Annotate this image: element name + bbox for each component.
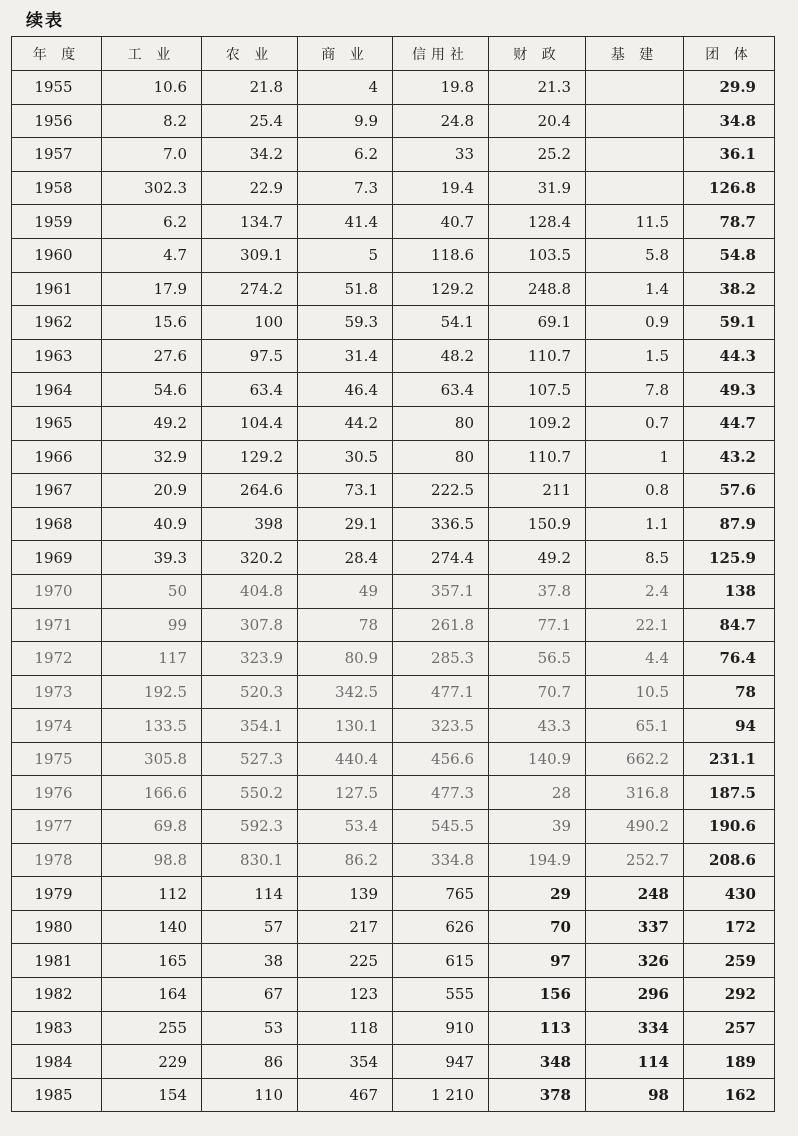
value-cell: 1 210 [393, 1078, 489, 1112]
value-cell: 21.3 [489, 71, 586, 105]
value-cell: 305.8 [102, 742, 202, 776]
year-cell: 1962 [12, 306, 102, 340]
value-cell: 129.2 [202, 440, 298, 474]
value-cell: 1 [586, 440, 684, 474]
value-cell: 7.8 [586, 373, 684, 407]
table-row [12, 978, 775, 1012]
value-cell: 8.5 [586, 541, 684, 575]
value-cell: 98 [586, 1078, 684, 1112]
value-cell: 54.6 [102, 373, 202, 407]
value-cell: 20.4 [489, 104, 586, 138]
value-cell: 114 [586, 1045, 684, 1079]
value-cell: 78.7 [684, 205, 775, 239]
value-cell: 150.9 [489, 507, 586, 541]
year-cell: 1961 [12, 272, 102, 306]
value-cell: 477.1 [393, 675, 489, 709]
value-cell: 0.9 [586, 306, 684, 340]
value-cell: 53.4 [298, 810, 393, 844]
value-cell: 44.3 [684, 339, 775, 373]
value-cell: 467 [298, 1078, 393, 1112]
value-cell: 76.4 [684, 642, 775, 676]
value-cell: 112 [102, 877, 202, 911]
value-cell: 292 [684, 978, 775, 1012]
value-cell: 40.9 [102, 507, 202, 541]
value-cell: 24.8 [393, 104, 489, 138]
value-cell: 107.5 [489, 373, 586, 407]
year-cell: 1966 [12, 440, 102, 474]
year-cell: 1957 [12, 138, 102, 172]
table-row [12, 138, 775, 172]
table-row [12, 709, 775, 743]
year-cell: 1979 [12, 877, 102, 911]
year-cell: 1963 [12, 339, 102, 373]
value-cell: 7.0 [102, 138, 202, 172]
table-row [12, 642, 775, 676]
value-cell: 46.4 [298, 373, 393, 407]
value-cell: 19.4 [393, 171, 489, 205]
value-cell: 17.9 [102, 272, 202, 306]
table-row [12, 742, 775, 776]
table-row [12, 843, 775, 877]
value-cell: 211 [489, 474, 586, 508]
value-cell: 117 [102, 642, 202, 676]
value-cell: 342.5 [298, 675, 393, 709]
value-cell: 38 [202, 944, 298, 978]
value-cell: 113 [489, 1011, 586, 1045]
value-cell: 100 [202, 306, 298, 340]
value-cell [586, 138, 684, 172]
year-cell: 1958 [12, 171, 102, 205]
value-cell: 139 [298, 877, 393, 911]
value-cell: 5 [298, 238, 393, 272]
value-cell: 259 [684, 944, 775, 978]
value-cell: 128.4 [489, 205, 586, 239]
value-cell: 7.3 [298, 171, 393, 205]
value-cell: 70.7 [489, 675, 586, 709]
value-cell: 63.4 [202, 373, 298, 407]
value-cell: 910 [393, 1011, 489, 1045]
year-cell: 1985 [12, 1078, 102, 1112]
table-row [12, 373, 775, 407]
value-cell: 1.5 [586, 339, 684, 373]
year-cell: 1977 [12, 810, 102, 844]
value-cell: 11.5 [586, 205, 684, 239]
value-cell: 229 [102, 1045, 202, 1079]
value-cell: 354 [298, 1045, 393, 1079]
value-cell: 626 [393, 910, 489, 944]
value-cell: 29 [489, 877, 586, 911]
year-cell: 1982 [12, 978, 102, 1012]
value-cell: 323.9 [202, 642, 298, 676]
value-cell: 154 [102, 1078, 202, 1112]
year-cell: 1968 [12, 507, 102, 541]
value-cell: 765 [393, 877, 489, 911]
value-cell: 430 [684, 877, 775, 911]
value-cell: 222.5 [393, 474, 489, 508]
value-cell: 9.9 [298, 104, 393, 138]
value-cell: 118.6 [393, 238, 489, 272]
table-row [12, 944, 775, 978]
value-cell: 86 [202, 1045, 298, 1079]
value-cell: 25.4 [202, 104, 298, 138]
value-cell: 36.1 [684, 138, 775, 172]
value-cell: 28 [489, 776, 586, 810]
value-cell: 86.2 [298, 843, 393, 877]
header-credit-coop: 信用社 [393, 37, 489, 71]
value-cell: 73.1 [298, 474, 393, 508]
table-row [12, 406, 775, 440]
value-cell: 2.4 [586, 574, 684, 608]
value-cell: 947 [393, 1045, 489, 1079]
value-cell: 130.1 [298, 709, 393, 743]
value-cell: 592.3 [202, 810, 298, 844]
value-cell: 172 [684, 910, 775, 944]
value-cell: 29.9 [684, 71, 775, 105]
value-cell: 67 [202, 978, 298, 1012]
table-row [12, 810, 775, 844]
table-row [12, 205, 775, 239]
value-cell: 126.8 [684, 171, 775, 205]
value-cell: 334 [586, 1011, 684, 1045]
table-row [12, 71, 775, 105]
year-cell: 1984 [12, 1045, 102, 1079]
value-cell: 156 [489, 978, 586, 1012]
value-cell: 326 [586, 944, 684, 978]
value-cell: 80 [393, 440, 489, 474]
value-cell: 217 [298, 910, 393, 944]
value-cell: 118 [298, 1011, 393, 1045]
value-cell: 138 [684, 574, 775, 608]
value-cell: 123 [298, 978, 393, 1012]
year-cell: 1970 [12, 574, 102, 608]
value-cell: 208.6 [684, 843, 775, 877]
value-cell: 320.2 [202, 541, 298, 575]
year-cell: 1969 [12, 541, 102, 575]
year-cell: 1978 [12, 843, 102, 877]
year-cell: 1973 [12, 675, 102, 709]
value-cell: 98.8 [102, 843, 202, 877]
value-cell: 257 [684, 1011, 775, 1045]
value-cell: 10.5 [586, 675, 684, 709]
value-cell: 25.2 [489, 138, 586, 172]
year-cell: 1965 [12, 406, 102, 440]
value-cell: 28.4 [298, 541, 393, 575]
value-cell: 140 [102, 910, 202, 944]
header-finance: 财 政 [489, 37, 586, 71]
value-cell: 140.9 [489, 742, 586, 776]
year-cell: 1971 [12, 608, 102, 642]
value-cell: 84.7 [684, 608, 775, 642]
value-cell: 97 [489, 944, 586, 978]
value-cell: 19.8 [393, 71, 489, 105]
value-cell: 133.5 [102, 709, 202, 743]
value-cell: 6.2 [298, 138, 393, 172]
value-cell: 104.4 [202, 406, 298, 440]
value-cell: 27.6 [102, 339, 202, 373]
value-cell: 56.5 [489, 642, 586, 676]
value-cell: 615 [393, 944, 489, 978]
table-row [12, 675, 775, 709]
value-cell: 54.1 [393, 306, 489, 340]
value-cell: 51.8 [298, 272, 393, 306]
year-cell: 1975 [12, 742, 102, 776]
value-cell: 30.5 [298, 440, 393, 474]
value-cell: 49.2 [489, 541, 586, 575]
value-cell: 264.6 [202, 474, 298, 508]
value-cell: 520.3 [202, 675, 298, 709]
value-cell: 49.3 [684, 373, 775, 407]
value-cell: 43.2 [684, 440, 775, 474]
value-cell: 189 [684, 1045, 775, 1079]
value-cell: 22.1 [586, 608, 684, 642]
value-cell: 190.6 [684, 810, 775, 844]
value-cell: 34.2 [202, 138, 298, 172]
value-cell: 5.8 [586, 238, 684, 272]
value-cell: 192.5 [102, 675, 202, 709]
value-cell: 830.1 [202, 843, 298, 877]
year-cell: 1960 [12, 238, 102, 272]
value-cell: 8.2 [102, 104, 202, 138]
value-cell: 29.1 [298, 507, 393, 541]
value-cell: 49 [298, 574, 393, 608]
value-cell: 134.7 [202, 205, 298, 239]
value-cell: 1.1 [586, 507, 684, 541]
value-cell: 302.3 [102, 171, 202, 205]
table-row [12, 339, 775, 373]
value-cell: 490.2 [586, 810, 684, 844]
value-cell: 261.8 [393, 608, 489, 642]
value-cell: 53 [202, 1011, 298, 1045]
value-cell: 10.6 [102, 71, 202, 105]
value-cell: 37.8 [489, 574, 586, 608]
value-cell: 32.9 [102, 440, 202, 474]
year-cell: 1976 [12, 776, 102, 810]
value-cell: 59.3 [298, 306, 393, 340]
year-cell: 1972 [12, 642, 102, 676]
value-cell: 336.5 [393, 507, 489, 541]
value-cell: 43.3 [489, 709, 586, 743]
year-cell: 1956 [12, 104, 102, 138]
value-cell: 555 [393, 978, 489, 1012]
value-cell: 34.8 [684, 104, 775, 138]
value-cell: 274.2 [202, 272, 298, 306]
year-cell: 1959 [12, 205, 102, 239]
value-cell: 6.2 [102, 205, 202, 239]
value-cell: 225 [298, 944, 393, 978]
value-cell: 545.5 [393, 810, 489, 844]
year-cell: 1955 [12, 71, 102, 105]
value-cell: 44.7 [684, 406, 775, 440]
table-row [12, 272, 775, 306]
value-cell: 54.8 [684, 238, 775, 272]
value-cell: 33 [393, 138, 489, 172]
value-cell: 39.3 [102, 541, 202, 575]
value-cell: 21.8 [202, 71, 298, 105]
value-cell: 129.2 [393, 272, 489, 306]
value-cell: 274.4 [393, 541, 489, 575]
table-row [12, 238, 775, 272]
table-row [12, 1011, 775, 1045]
value-cell: 99 [102, 608, 202, 642]
value-cell: 127.5 [298, 776, 393, 810]
value-cell: 31.9 [489, 171, 586, 205]
table-row [12, 776, 775, 810]
value-cell: 70 [489, 910, 586, 944]
value-cell: 78 [684, 675, 775, 709]
year-cell: 1981 [12, 944, 102, 978]
value-cell: 4.4 [586, 642, 684, 676]
value-cell: 44.2 [298, 406, 393, 440]
value-cell: 80.9 [298, 642, 393, 676]
header-organization: 团 体 [684, 37, 775, 71]
value-cell: 550.2 [202, 776, 298, 810]
value-cell: 440.4 [298, 742, 393, 776]
header-commerce: 商 业 [298, 37, 393, 71]
value-cell: 165 [102, 944, 202, 978]
value-cell: 477.3 [393, 776, 489, 810]
table-row [12, 541, 775, 575]
value-cell: 307.8 [202, 608, 298, 642]
value-cell: 57 [202, 910, 298, 944]
header-row [12, 37, 775, 71]
value-cell: 22.9 [202, 171, 298, 205]
year-cell: 1964 [12, 373, 102, 407]
value-cell: 162 [684, 1078, 775, 1112]
value-cell: 255 [102, 1011, 202, 1045]
value-cell: 248 [586, 877, 684, 911]
value-cell: 80 [393, 406, 489, 440]
table-row [12, 171, 775, 205]
value-cell: 15.6 [102, 306, 202, 340]
value-cell: 41.4 [298, 205, 393, 239]
value-cell: 103.5 [489, 238, 586, 272]
header-capital-construction: 基 建 [586, 37, 684, 71]
value-cell: 337 [586, 910, 684, 944]
value-cell: 49.2 [102, 406, 202, 440]
value-cell: 110 [202, 1078, 298, 1112]
value-cell: 65.1 [586, 709, 684, 743]
value-cell: 662.2 [586, 742, 684, 776]
value-cell: 63.4 [393, 373, 489, 407]
value-cell: 109.2 [489, 406, 586, 440]
value-cell: 231.1 [684, 742, 775, 776]
value-cell: 248.8 [489, 272, 586, 306]
value-cell: 50 [102, 574, 202, 608]
value-cell: 125.9 [684, 541, 775, 575]
value-cell: 323.5 [393, 709, 489, 743]
value-cell [586, 71, 684, 105]
value-cell: 166.6 [102, 776, 202, 810]
value-cell [586, 171, 684, 205]
page-title: 续表 [26, 11, 64, 31]
value-cell: 456.6 [393, 742, 489, 776]
value-cell: 354.1 [202, 709, 298, 743]
table-row [12, 306, 775, 340]
value-cell: 77.1 [489, 608, 586, 642]
value-cell: 57.6 [684, 474, 775, 508]
value-cell: 0.8 [586, 474, 684, 508]
value-cell: 187.5 [684, 776, 775, 810]
table-row [12, 608, 775, 642]
data-table [11, 36, 775, 1112]
value-cell: 110.7 [489, 440, 586, 474]
value-cell [586, 104, 684, 138]
value-cell: 357.1 [393, 574, 489, 608]
table-row [12, 104, 775, 138]
value-cell: 404.8 [202, 574, 298, 608]
value-cell: 48.2 [393, 339, 489, 373]
value-cell: 59.1 [684, 306, 775, 340]
value-cell: 398 [202, 507, 298, 541]
value-cell: 527.3 [202, 742, 298, 776]
value-cell: 1.4 [586, 272, 684, 306]
year-cell: 1967 [12, 474, 102, 508]
value-cell: 164 [102, 978, 202, 1012]
header-industry: 工 业 [102, 37, 202, 71]
value-cell: 194.9 [489, 843, 586, 877]
value-cell: 31.4 [298, 339, 393, 373]
value-cell: 87.9 [684, 507, 775, 541]
value-cell: 252.7 [586, 843, 684, 877]
value-cell: 378 [489, 1078, 586, 1112]
table-row [12, 1078, 775, 1112]
value-cell: 348 [489, 1045, 586, 1079]
value-cell: 4.7 [102, 238, 202, 272]
value-cell: 334.8 [393, 843, 489, 877]
value-cell: 316.8 [586, 776, 684, 810]
value-cell: 40.7 [393, 205, 489, 239]
table-row [12, 877, 775, 911]
table-body [12, 71, 775, 1112]
value-cell: 309.1 [202, 238, 298, 272]
value-cell: 78 [298, 608, 393, 642]
year-cell: 1983 [12, 1011, 102, 1045]
year-cell: 1974 [12, 709, 102, 743]
header-agriculture: 农 业 [202, 37, 298, 71]
table-row [12, 440, 775, 474]
table-row [12, 574, 775, 608]
value-cell: 38.2 [684, 272, 775, 306]
value-cell: 39 [489, 810, 586, 844]
table-header [12, 37, 775, 71]
value-cell: 296 [586, 978, 684, 1012]
value-cell: 69.1 [489, 306, 586, 340]
value-cell: 114 [202, 877, 298, 911]
value-cell: 4 [298, 71, 393, 105]
value-cell: 0.7 [586, 406, 684, 440]
year-cell: 1980 [12, 910, 102, 944]
value-cell: 97.5 [202, 339, 298, 373]
table-row [12, 474, 775, 508]
table-row [12, 507, 775, 541]
table-row [12, 1045, 775, 1079]
value-cell: 110.7 [489, 339, 586, 373]
header-year: 年 度 [12, 37, 102, 71]
value-cell: 285.3 [393, 642, 489, 676]
table-row [12, 910, 775, 944]
value-cell: 69.8 [102, 810, 202, 844]
value-cell: 94 [684, 709, 775, 743]
value-cell: 20.9 [102, 474, 202, 508]
